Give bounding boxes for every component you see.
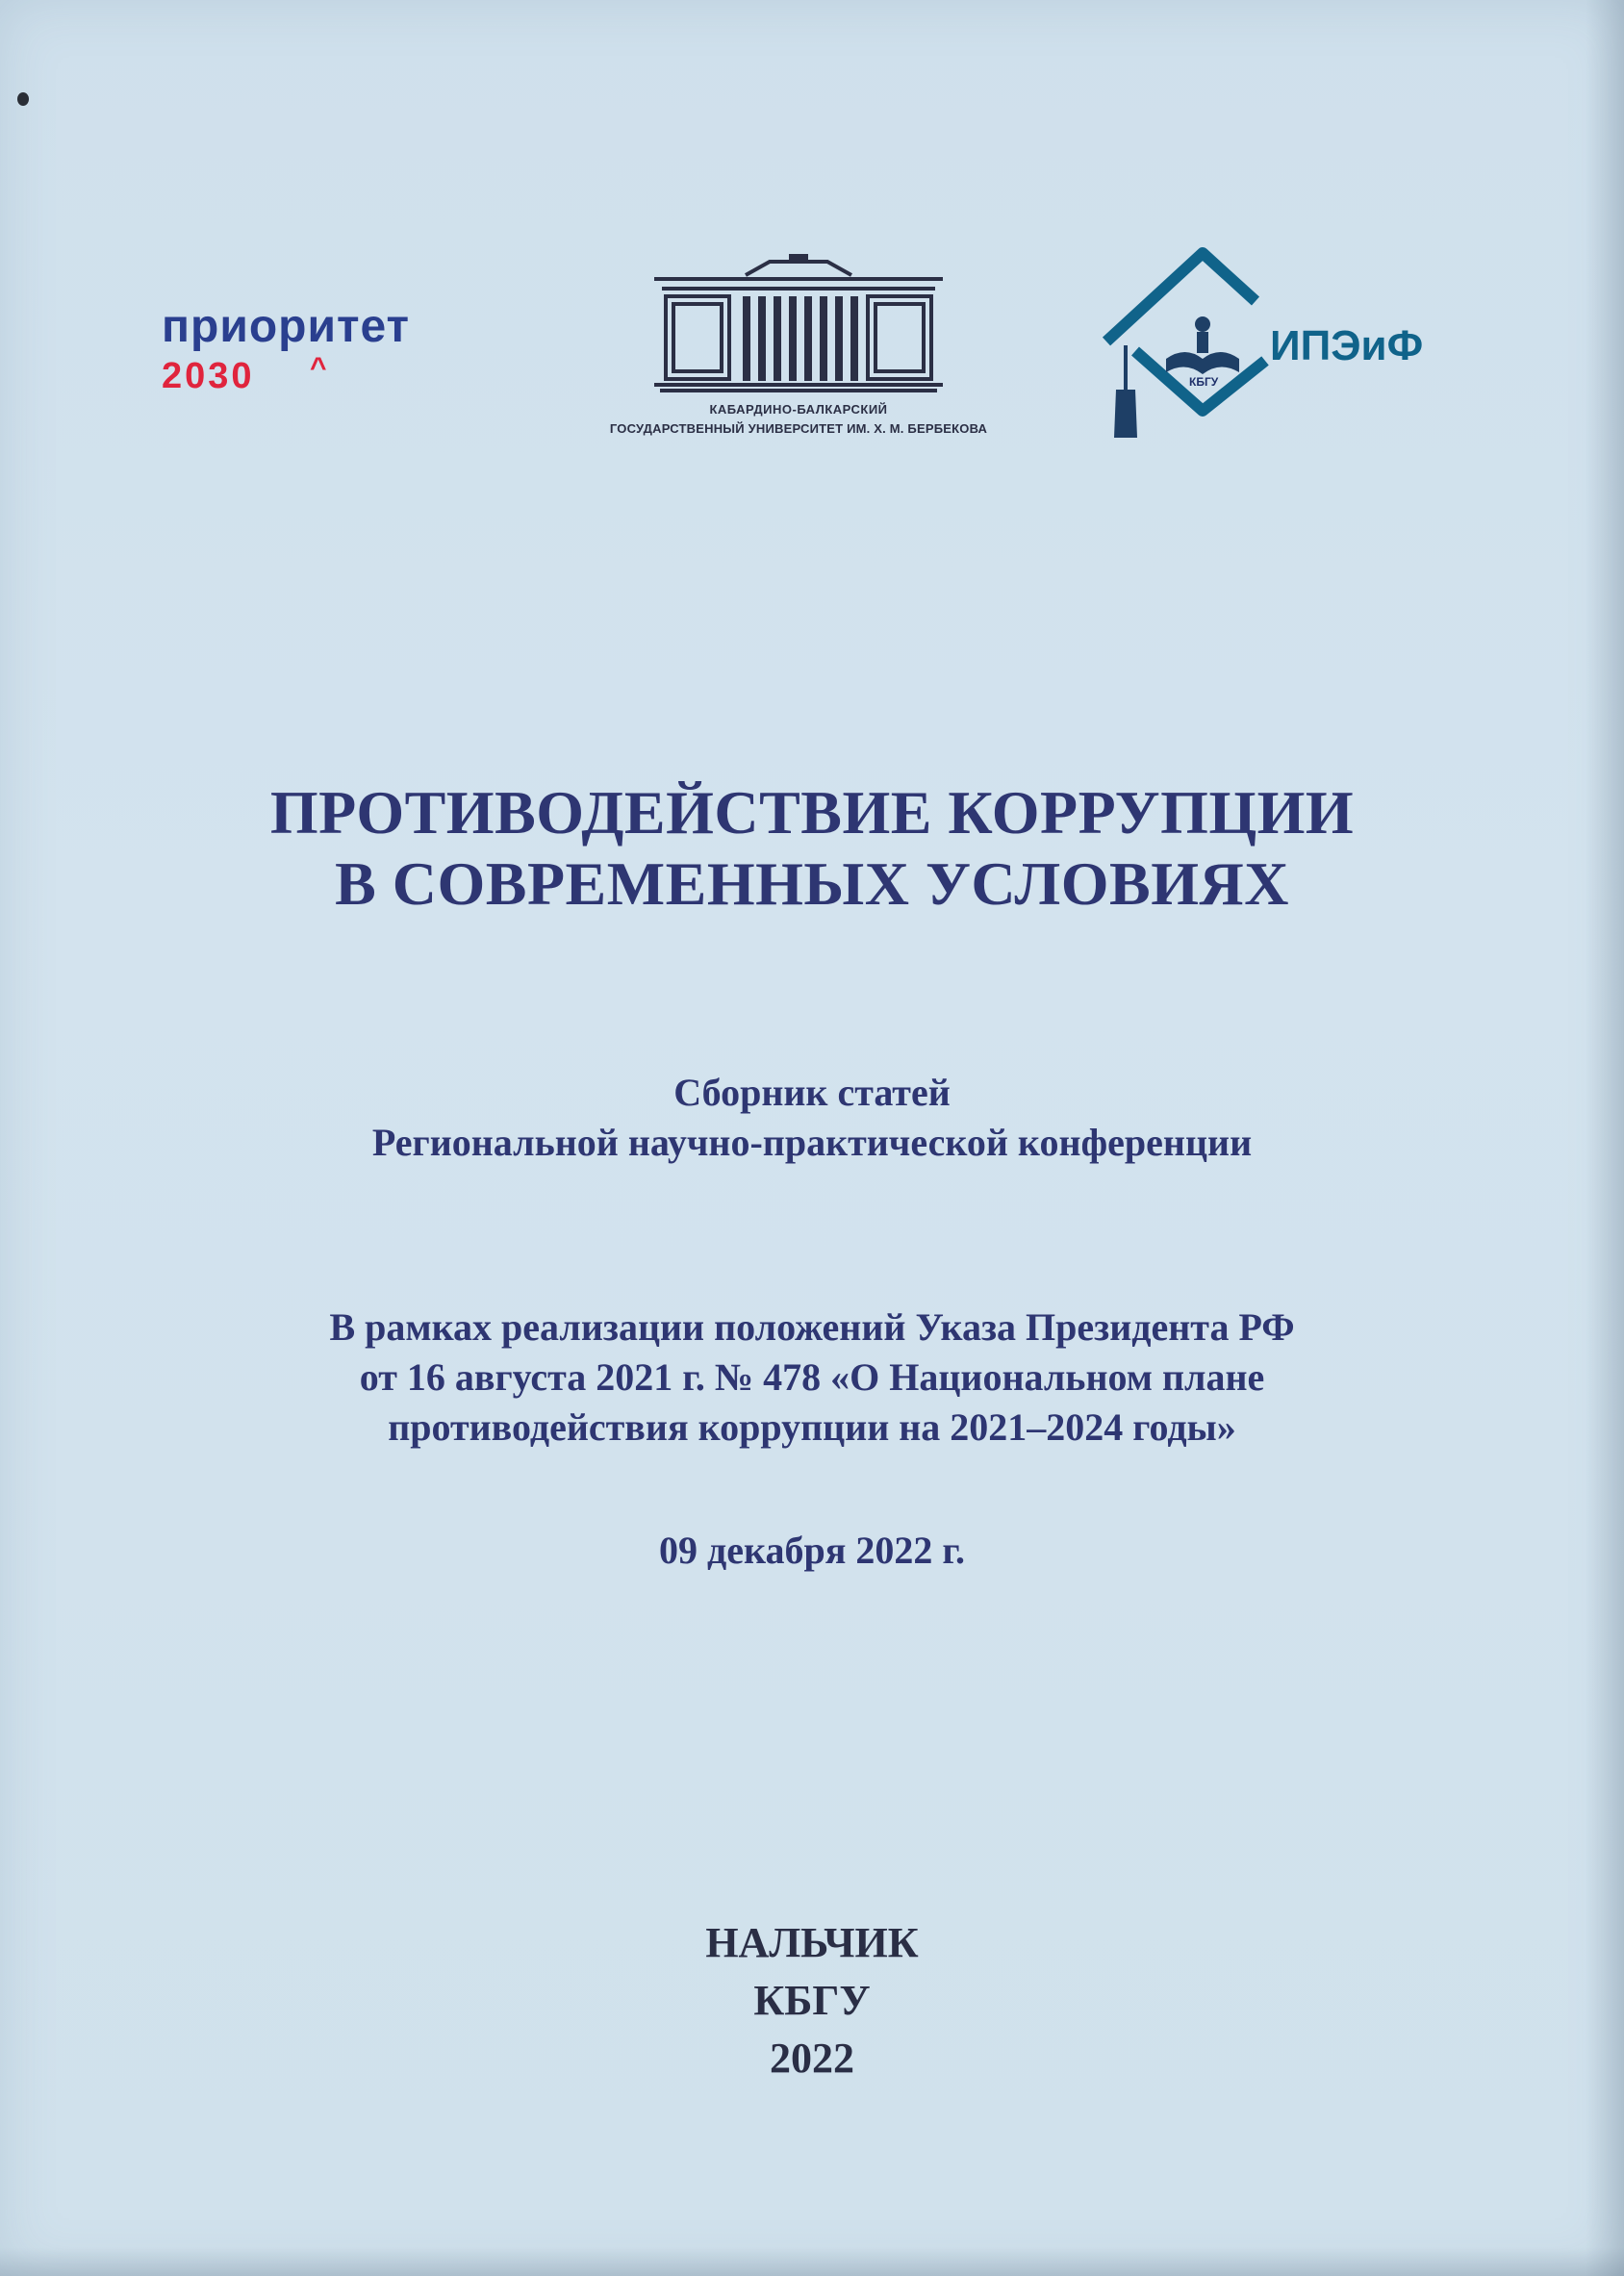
- decree-line2: от 16 августа 2021 г. № 478 «О Национальном плане: [359, 1355, 1265, 1399]
- cover-bottom-shadow: [0, 2247, 1624, 2276]
- priority-2030-logo: [162, 300, 489, 406]
- book-title-line1: ПРОТИВОДЕЙСТВИЕ КОРРУПЦИИ: [269, 778, 1355, 847]
- priority-logo-year: 2030: [162, 356, 255, 396]
- university-building-icon: [654, 250, 943, 394]
- book-title: [0, 777, 1624, 920]
- priority-logo-word: приоритет: [162, 301, 411, 352]
- imprint-city: НАЛЬЧИК: [705, 1919, 919, 1966]
- university-name-line1: КАБАРДИНО-БАЛКАРСКИЙ: [709, 402, 888, 417]
- institute-emblem-icon: [1097, 245, 1289, 447]
- decree-note: [0, 1302, 1624, 1453]
- university-logo: [587, 250, 1010, 443]
- institute-logo: [1097, 245, 1472, 447]
- book-subtitle-line2: Региональной научно-практической конференции: [371, 1121, 1253, 1164]
- imprint-publisher: КБГУ: [753, 1977, 871, 2024]
- decree-line3: противодействия коррупции на 2021–2024 годы»: [388, 1405, 1236, 1449]
- book-title-line2: В СОВРЕМЕННЫХ УСЛОВИЯХ: [335, 849, 1289, 918]
- imprint-year: 2022: [770, 2035, 854, 2082]
- decree-line1: В рамках реализации положений Указа Президента РФ: [329, 1305, 1295, 1349]
- book-subtitle-line1: Сборник статей: [673, 1071, 951, 1114]
- institute-sub: КБГУ: [1189, 375, 1219, 389]
- institute-name: ИПЭиФ: [1270, 322, 1424, 369]
- binding-hole: [17, 92, 29, 106]
- book-subtitle: [0, 1068, 1624, 1168]
- priority-logo-caret: ^: [310, 352, 327, 384]
- conference-date: 09 декабря 2022 г.: [659, 1529, 965, 1572]
- imprint: [0, 1914, 1624, 2087]
- university-name-line2: ГОСУДАРСТВЕННЫЙ УНИВЕРСИТЕТ ИМ. Х. М. БЕРБЕКОВА: [609, 421, 988, 436]
